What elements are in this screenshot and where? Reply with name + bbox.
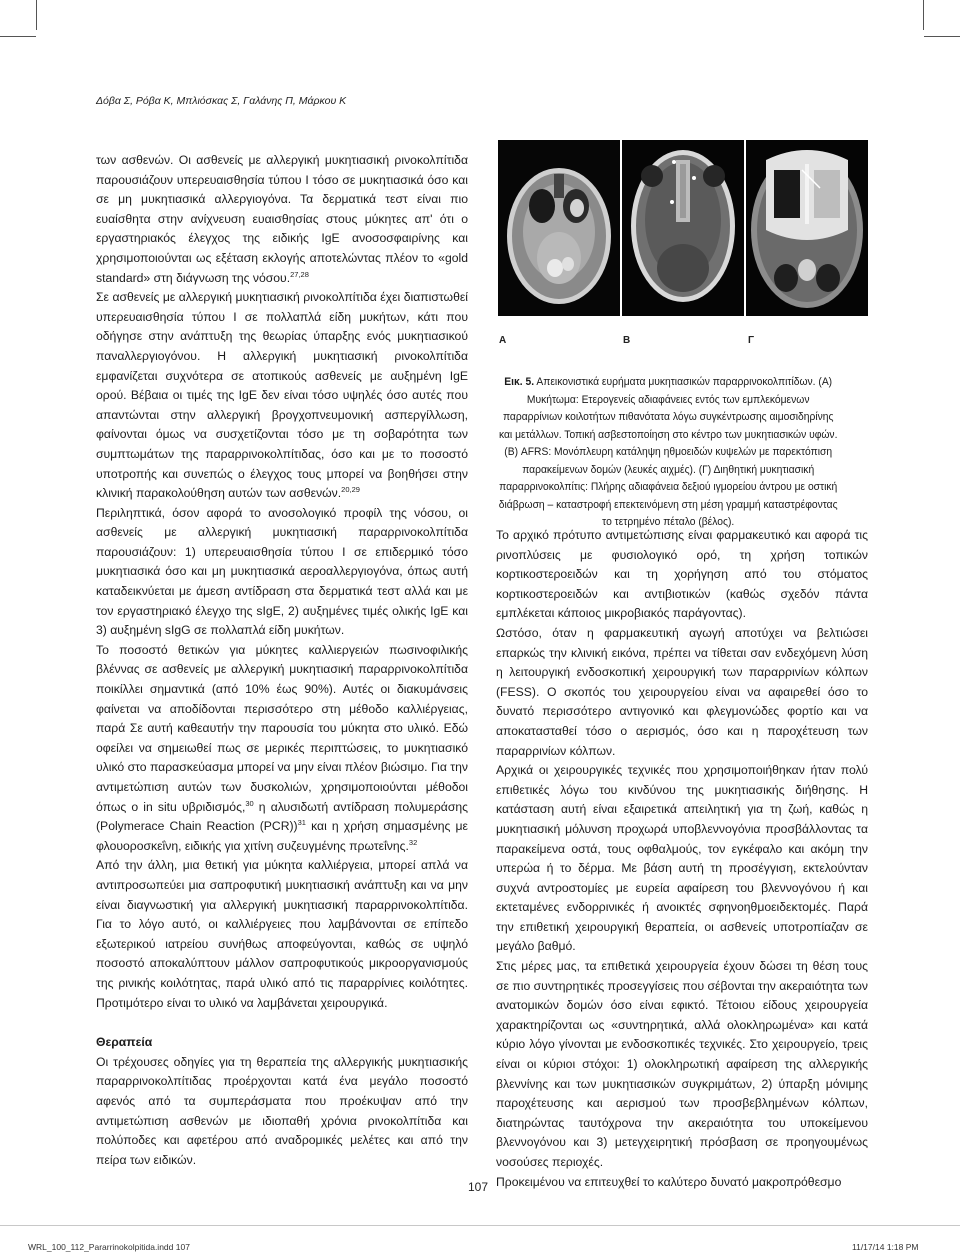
citation: 27,28 [290,269,309,279]
caption-label: Εικ. 5. [504,376,535,388]
paragraph: Προκειμένου να επιτευχθεί το καλύτερο δυνατό μακροπρόθεσμο [496,1174,842,1189]
crop-mark [923,0,924,30]
paragraph: Αρχικά οι χειρουργικές τεχνικές που χρησιμοποιήθηκαν ήταν πολύ επιθετικές λόγω του κινδύνου της μυκητιασικής διήθησης. Η κατάσταση αυτή είναι εξαιρετικά απειλητική για τη ζωή, καθώς η μυκητιασική μόλυνση προχωρά υποβλεννογόνια προσβάλλοντας τα παρακείμενα οστά, τους οφθαλμούς, τον εγκέφαλο και ακόμη την υπερώα ή το δέρμα. Με βάση αυτή τη προσέγγιση, εκτελούνταν συχνά αντροστομίες με ευρεία αφαίρεση του βλεννογόνου ή και εκτεταμένες ενδορρινικές ή ανοικτές σφηνοηθμοειδεκτομές. Παρά την επιθετική χειρουργική θεραπεία, οι ασθενείς υποτροπίαζαν σε μεγάλο βαθμό. [496,763,868,954]
slug-filename: WRL_100_112_Pararrinokolpitida.indd 107 [28,1242,190,1252]
paragraph-text: των ασθενών. Οι ασθενείς με αλλεργική μυκητιασική ρινοκολπίτιδα παρουσιάζουν υπερευαισθησία τύπου Ι τόσο σε μυκητιασικά όσο και σε μη μυκητιασικά αλλεργιογόνα. Τα δερματικά τεστ είναι πιο ευαίσθητα στην ανίχνευση ευαισθησίας στους μύκητες απ' ότι ο εργαστηριακός έλεγχος της ειδικής IgE ανοσοσφαιρίνης και χρησιμοποιούνται ως εξέταση εκλογής αποτελώντας πλέον το «gold standard» στη διάγνωση της νόσου. [96,153,468,285]
crop-mark [0,36,36,37]
paragraph-text: Το ποσοστό θετικών για μύκητες καλλιεργειών πωσινοφιλικής βλέννας σε ασθενείς με αλλεργική μυκητιασική παραρρινοκολπίτιδα ποικίλλει σημαντικά (από 10% έως 90%). Αυτές οι διακυμάνσεις φαίνεται να αποδίδονται περισσότερο στη μέθοδο καλλιέργειας, παρά Σε αυτή καθεαυτήν την παρουσία του μύκητα στο υλικό. Εδώ οφείλει να σημειωθεί πως σε μερικές περιπτώσεις, το μυκητιασικό υλικό στο παρασκεύασμα μπορεί να μην είναι πλέον βιώσιμο. Για την αντιμετώπιση αυτών των δυσκολιών, χρησιμοποιούνται μέθοδοι όπως ο in situ υβριδισμός, [96,642,468,814]
slug-divider [0,1225,960,1226]
slug-timestamp: 11/17/14 1:18 PM [852,1242,919,1252]
paragraph-text: και η χρήση σημασμένης με φλουοροσκεΐνη, ειδικής για χιτίνη συζευγμένης πρωτεΐνης. [96,819,468,853]
paragraph [96,151,468,288]
section-heading: Θεραπεία [96,1035,153,1050]
paragraph-text: η αλυσιδωτή αντίδραση πολυμεράσης (Polymerace Chain Reaction (PCR)) [96,799,468,834]
citation: 31 [297,818,306,828]
paragraph [96,641,468,857]
paragraph: Οι τρέχουσες οδηγίες για τη θεραπεία της αλλεργικής μυκητιασικής παραρρινοκολπίτιδας προέρχονται κατά ένα μεγάλο ποσοστό αφενός από τα συμπεράσματα που προέκυψαν από την αντιμετώπιση ασθενών με ιδιοπαθή χρόνια ρινοκολπίτιδα και πολύποδες και αφετέρου από αναδρομικές μελέτες και από την πείρα των ειδικών. [96,1054,468,1167]
panel-label-a: Α [499,335,507,346]
paragraph: Ωστόσο, όταν η φαρμακευτική αγωγή αποτύχει να βελτιώσει επαρκώς την κλινική εικόνα, πρέπει να τίθεται σαν ενδεχόμενη λύση η λειτουργική ενδοσκοπική χειρουργική των παραρρινίων κόλπων (FESS). Ο σκοπός του χειρουργείου είναι να αφαιρεθεί όσο το δυνατό περισσότερο αντιγονικό και φλεγμονώδες φορτίο και να αποκατασταθεί τόσο ο αερισμός, όσο και η παροχέτευση των παραρρινίων κόλπων. [496,625,868,758]
left-column [96,151,468,1170]
crop-mark [924,36,960,37]
paragraph: Από την άλλη, μια θετική για μύκητα καλλιέργεια, μπορεί απλά να αντιπροσωπεύει μια σαπροφυτική μυκητιασική ανάπτυξη και να μην είναι διαγνωστική για αλλεργική μυκητιασική παραρρινοκολπίτιδα. Για το λόγο αυτό, οι καλλιέργειες που λαμβάνονται σε επίπεδο εξωτερικού ιατρείου συνήθως αποφεύγονται, καθώς σε υψηλό ποσοστό αποκαλύπτουν μάλλον σαπροφυτικούς μικροοργανισμούς της ρινικής κοιλότητας, παρά υλικό από τις παραρρίνιες κοιλότητες. Προτιμότερο είναι το υλικό να λαμβάνεται χειρουργικά. [96,858,468,1010]
ct-image-b [622,140,744,316]
paragraph [96,288,468,504]
paragraph: Περιληπτικά, όσον αφορά το ανοσολογικό προφίλ της νόσου, οι ασθενείς με αλλεργική μυκητιασική παραρρινοκολπίτιδα παρουσιάζουν: 1) υπερευαισθησία τύπου Ι σε επιδερμικό τόσο μυκητιασικά όσο και μη μυκητιασικά αεροαλλεργιογόνα, όπως αυτή καταδεικνύεται με άμεση αντίδραση στα δερματικά τεστ αλλά και με τον εργαστηριακό έλεγχο της sIgE, 2) αυξημένες τιμές ολικής IgE και 3) αυξημένη sIgG σε πολλαπλά είδη μυκήτων. [96,505,468,638]
running-head: Δόβα Σ, Ρόβα Κ, Μπλιόσκας Σ, Γαλάνης Π, Μάρκου Κ [96,95,347,107]
crop-mark [36,0,37,30]
citation: 32 [408,837,418,847]
page-number: 107 [468,1180,489,1194]
ct-image-c [746,140,868,316]
citation: 20,29 [341,485,360,495]
right-column [496,526,868,1192]
citation: 30 [245,798,254,808]
paragraph-text: Σε ασθενείς με αλλεργική μυκητιασική ρινοκολπίτιδα έχει διαπιστωθεί υπερευαισθησία τύπου Ι σε πολλαπλά είδη μυκήτων, κάτι που οδήγησε στην ανάπτυξη της θεωρίας ύπαρξης ενός μυκητιασικού παναλλεργιογόνου. Η αλλεργική μυκητιασική ρινοκολπίτιδα εμφανίζεται συχνότερα σε ατοπικούς ασθενείς με αυξημένη IgE ορού. Βέβαια οι τιμές της IgE δεν είναι τόσο υψηλές όσο αυτές που απαντώνται στην αλλεργική βρογχοπνευμονική ασπεργίλλωση, φαίνονται όμως να συσχετίζονται τόσο με τη σοβαρότητα των συμπτωμάτων της παραρρινοκολπίτιδας, όσο και με το ποσοστό υποτροπής και συνεπώς ο έλεγχος τους μπορεί να βοηθήσει στην κλινική παρακολούθηση αυτών των ασθενών. [96,290,468,501]
panel-label-b: Β [623,335,631,346]
paragraph: Το αρχικό πρότυπο αντιμετώπισης είναι φαρμακευτικό και αφορά τις ρινοπλύσεις με φυσιολογικό ορό, τη χρήση τοπικών κορτικοστεροειδών και τη χορήγηση από του στόματος κορτικοστεροειδών και αντιβιοτικών (καθώς σχεδόν πάντα εμπλέκεται κάποιος μικροβιακός παράγοντας). [496,528,868,621]
ct-image-a [498,140,620,316]
panel-label-c: Γ [748,335,755,346]
caption-text: Απεικονιστικά ευρήματα μυκητιασικών παραρρινοκολπιτίδων. (Α) Μυκήτωμα: Ετερογενείς αδιαφάνειες εντός των εμπλεκόμενων παραρρίνιων κοιλοτήτων πιθανότατα λόγω συγκέντρωσης αιμοσιδηρίνης και μετάλλων. Τοπική ασβεστοποίηση στο κέντρο των μυκητιασικών υφών. (Β) AFRS: Μονόπλευρη κατάληψη ηθμοειδών κυψελών με παρεκτόπιση παρακείμενων δομών (λευκές αιχμές). (Γ) Διηθητική μυκητιασική παραρρινοκολπίτις: Πλήρης αδιαφάνεια δεξιού ιγμορείου άντρου με οστική διάβρωση – καταστροφή επεκτεινόμενη στη μέση γραμμή καταστρέφοντας το τετρημένο πέταλο (βέλος). [498,376,838,528]
figure-caption [498,374,838,532]
paragraph: Στις μέρες μας, τα επιθετικά χειρουργεία έχουν δώσει τη θέση τους σε πιο συντηρητικές προσεγγίσεις που σέβονται την ακεραιότητα των ανατομικών δομών όσο είναι εφικτό. Τέτοιου είδους χειρουργεία χαρακτηρίζονται ως «συντηρητικά, αλλά ολοκληρωμένα» και κατά κύριο λόγο γίνονται με ενδοσκοπικές τεχνικές. Στο χειρουργείο, τρεις είναι οι κύριοι στόχοι: 1) ολοκληρωτική αφαίρεση της αλλεργικής βλεννίνης και των μυκητιασικών συγκριμάτων, 2) ύπαρξη μόνιμης παροχέτευσης και αερισμού των προσβεβλημένων κόλπων, διατηρώντας ταυτόχρονα την ακεραιότητα του υποκείμενου βλεννογόνου και 3) μετεγχειρητική πρόσβαση σε προηγουμένως νοσούσες περιοχές. [496,959,868,1169]
